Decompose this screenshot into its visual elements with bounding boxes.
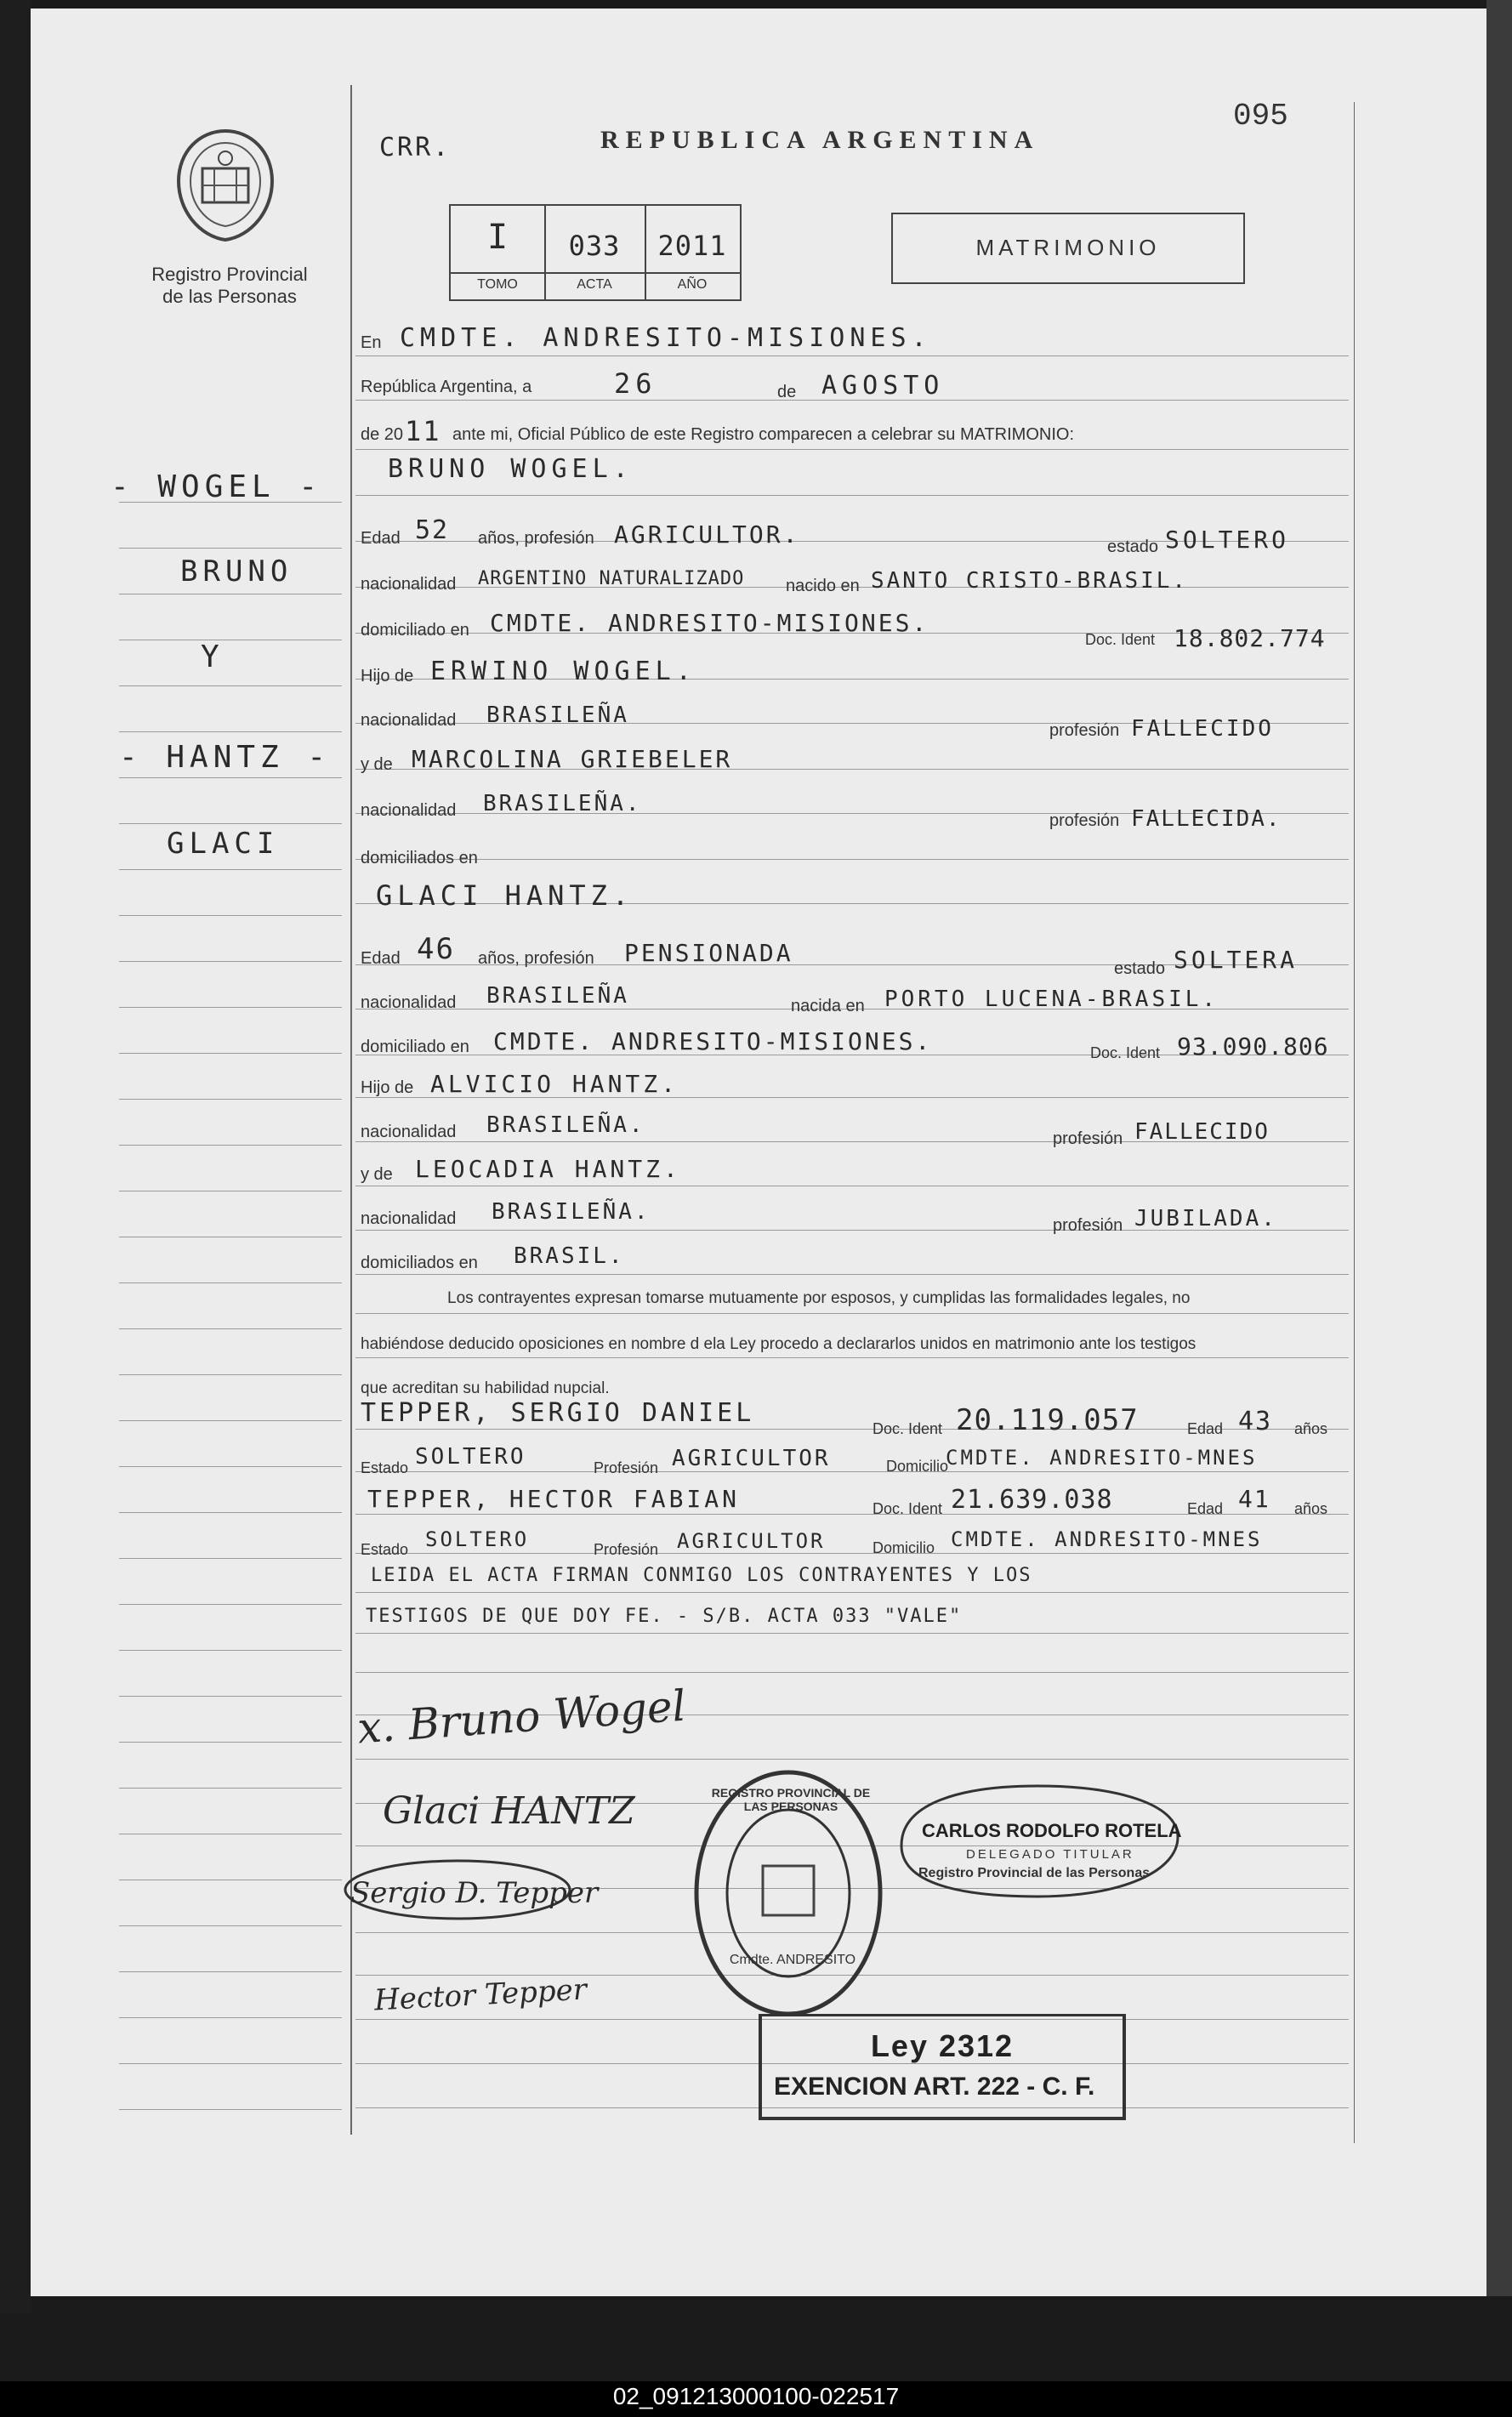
office-code: CRR.	[379, 133, 452, 162]
main-ruled-line	[355, 355, 1349, 356]
place-value: CMDTE. ANDRESITO-MISIONES.	[400, 323, 932, 353]
margin-ruled-line	[119, 1282, 342, 1283]
margin-ruled-line	[119, 502, 342, 503]
label-estado: estado	[1107, 537, 1159, 556]
margin-ruled-line	[119, 2017, 342, 2018]
month-value: AGOSTO	[821, 371, 945, 401]
label-edad: Edad	[1187, 1420, 1224, 1437]
margin-ruled-line	[119, 961, 342, 962]
margin-ruled-line	[119, 1604, 342, 1605]
bride-mother-profession: JUBILADA.	[1134, 1206, 1277, 1231]
groom-profession: AGRICULTOR.	[614, 520, 800, 549]
witness2-signature: Hector Tepper	[373, 1972, 588, 2018]
margin-note-conjunction: Y	[201, 640, 225, 674]
label-profesion: profesión	[1053, 1216, 1123, 1235]
legal-text-line1: Los contrayentes expresan tomarse mutuamente por esposos, y cumplidas las formalidades legales, no	[447, 1289, 1191, 1307]
main-ruled-line	[355, 495, 1349, 496]
label-profesion: Profesión	[594, 1459, 659, 1476]
margin-ruled-line	[119, 1007, 342, 1008]
bride-nationality: BRASILEÑA	[486, 983, 629, 1009]
republic-title: REPUBLICA ARGENTINA	[600, 126, 1040, 154]
margin-note-name-bride: GLACI	[167, 827, 280, 861]
ano-label: AÑO	[677, 277, 708, 292]
witness2-name: TEPPER, HECTOR FABIAN	[367, 1485, 741, 1513]
bride-age: 46	[417, 932, 455, 966]
bride-father-nationality: BRASILEÑA.	[486, 1112, 645, 1138]
label-nacionalidad: nacionalidad	[361, 1209, 457, 1228]
label-nacionalidad: nacionalidad	[361, 711, 457, 730]
groom-domicile: CMDTE. ANDRESITO-MISIONES.	[490, 609, 929, 637]
witness2-marital-status: SOLTERO	[425, 1527, 530, 1551]
label-doc-ident: Doc. Ident	[1090, 1044, 1161, 1061]
witness1-domicile: CMDTE. ANDRESITO-MNES	[946, 1446, 1258, 1470]
closing-line2: TESTIGOS DE QUE DOY FE. - S/B. ACTA 033 "VALE"	[366, 1606, 963, 1627]
exencion-text: EXENCION ART. 222 - C. F.	[774, 2073, 1095, 2101]
label-nacida-en: nacida en	[791, 997, 865, 1015]
label-y-de: y de	[361, 755, 393, 774]
main-ruled-line	[355, 1672, 1349, 1673]
label-domiciliados-en: domiciliados en	[361, 849, 478, 867]
margin-ruled-line	[119, 1696, 342, 1697]
label-profesion: profesión	[1049, 721, 1120, 740]
margin-ruled-line	[119, 1558, 342, 1559]
groom-mother: MARCOLINA GRIEBELER	[412, 745, 733, 773]
witness2-doc-ident: 21.639.038	[951, 1485, 1113, 1515]
bride-profession: PENSIONADA	[624, 939, 793, 967]
witness1-marital-status: SOLTERO	[415, 1444, 526, 1470]
margin-ruled-line	[119, 1328, 342, 1329]
tomo-value: I	[486, 218, 509, 257]
margin-ruled-line	[119, 685, 342, 686]
label-en: En	[361, 333, 382, 352]
label-anos-profesion: años, profesión	[478, 529, 594, 548]
ano-value: 2011	[657, 230, 727, 262]
round-seal-text: REGISTRO PROVINCIAL DE LAS PERSONAS	[711, 1786, 871, 1813]
groom-mother-profession: FALLECIDA.	[1131, 806, 1282, 832]
witness1-signature: Sergio D. Tepper	[350, 1876, 599, 1910]
label-doc-ident: Doc. Ident	[873, 1500, 943, 1517]
bride-birthplace: PORTO LUCENA-BRASIL.	[884, 987, 1219, 1012]
groom-signature: x. Bruno Wogel	[355, 1681, 688, 1754]
label-republica-a: República Argentina, a	[361, 378, 532, 396]
groom-age: 52	[415, 515, 450, 545]
label-nacionalidad: nacionalidad	[361, 993, 457, 1012]
margin-ruled-line	[119, 731, 342, 732]
label-domiciliado-en: domiciliado en	[361, 1038, 469, 1056]
official-registry: Registro Provincial de las Personas	[918, 1866, 1151, 1880]
official-name: CARLOS RODOLFO ROTELA	[922, 1820, 1182, 1841]
left-margin-rule	[350, 85, 352, 2135]
label-edad: Edad	[1187, 1500, 1224, 1517]
label-y-de: y de	[361, 1165, 393, 1184]
year-suffix-value: 11	[405, 415, 441, 447]
groom-father-nationality: BRASILEÑA	[486, 702, 629, 728]
act-type: MATRIMONIO	[975, 235, 1161, 260]
margin-ruled-line	[119, 1099, 342, 1100]
official-title: DELEGADO TITULAR	[966, 1847, 1134, 1862]
tax-exemption-stamp	[759, 2014, 1126, 2120]
witness1-profession: AGRICULTOR	[672, 1446, 831, 1471]
main-ruled-line	[355, 1274, 1349, 1275]
label-anos: años	[1294, 1500, 1328, 1517]
witness2-profession: AGRICULTOR	[677, 1529, 826, 1553]
bride-name: GLACI HANTZ.	[376, 879, 634, 912]
margin-ruled-line	[119, 869, 342, 870]
ley-text: Ley 2312	[870, 2028, 1015, 2063]
legal-text-line2: habiéndose deducido oposiciones en nombre d ela Ley procedo a declararlos unidos en matrimonio ante los testigos	[361, 1335, 1197, 1353]
main-ruled-line	[355, 1592, 1349, 1593]
margin-ruled-line	[119, 1925, 342, 1926]
bride-parents-domicile: BRASIL.	[514, 1243, 625, 1269]
margin-ruled-line	[119, 1788, 342, 1789]
main-ruled-line	[355, 1553, 1349, 1554]
closing-line1: LEIDA EL ACTA FIRMAN CONMIGO LOS CONTRAYENTES Y LOS	[371, 1565, 1032, 1586]
margin-ruled-line	[119, 1053, 342, 1054]
bride-father-profession: FALLECIDO	[1134, 1119, 1270, 1145]
legal-text-line3: que acreditan su habilidad nupcial.	[361, 1379, 610, 1397]
label-de: de	[777, 383, 797, 401]
margin-ruled-line	[119, 548, 342, 549]
label-domiciliado-en: domiciliado en	[361, 621, 469, 640]
label-hijo-de: Hijo de	[361, 667, 414, 685]
label-hijo-de: Hijo de	[361, 1078, 414, 1097]
label-nacido-en: nacido en	[786, 577, 860, 595]
background-left-edge	[0, 0, 31, 2313]
label-profesion: profesión	[1053, 1129, 1123, 1148]
witness2-age: 41	[1238, 1485, 1270, 1513]
registry-name-line2: de las Personas	[162, 286, 297, 307]
margin-ruled-line	[119, 2109, 342, 2110]
groom-father-profession: FALLECIDO	[1131, 716, 1274, 742]
label-estado: estado	[1114, 959, 1166, 978]
bride-marital-status: SOLTERA	[1174, 946, 1299, 974]
book-spine-edge	[1486, 0, 1512, 2296]
margin-note-surname-bride: - HANTZ -	[119, 740, 332, 775]
label-nacionalidad: nacionalidad	[361, 1123, 457, 1141]
day-value: 26	[614, 367, 657, 400]
margin-ruled-line	[119, 1512, 342, 1513]
tomo-label: TOMO	[477, 277, 518, 292]
main-ruled-line	[355, 859, 1349, 860]
label-domiciliados-en: domiciliados en	[361, 1254, 478, 1272]
margin-note-surname-groom: - WOGEL -	[111, 469, 323, 504]
margin-ruled-line	[119, 1742, 342, 1743]
footer-file-code: 02_091213000100-022517	[612, 2383, 900, 2409]
groom-nationality: ARGENTINO NATURALIZADO	[478, 568, 745, 589]
label-anos: años	[1294, 1420, 1328, 1437]
page-number: 095	[1233, 99, 1288, 134]
main-ruled-line	[355, 449, 1349, 450]
label-anos-profesion: años, profesión	[478, 949, 594, 968]
bride-mother: LEOCADIA HANTZ.	[415, 1155, 681, 1183]
groom-mother-nationality: BRASILEÑA.	[483, 791, 642, 816]
margin-ruled-line	[119, 777, 342, 778]
witness1-name: TEPPER, SERGIO DANIEL	[361, 1398, 755, 1428]
right-margin-rule	[1354, 102, 1355, 2143]
margin-ruled-line	[119, 1971, 342, 1972]
registry-seal-logo	[170, 126, 281, 245]
label-de20: de 20	[361, 425, 404, 444]
label-estado: Estado	[361, 1459, 409, 1476]
label-doc-ident: Doc. Ident	[873, 1420, 943, 1437]
bride-doc-ident: 93.090.806	[1177, 1032, 1329, 1061]
label-doc-ident: Doc. Ident	[1085, 631, 1156, 648]
witness2-domicile: CMDTE. ANDRESITO-MNES	[951, 1527, 1263, 1551]
main-ruled-line	[355, 1357, 1349, 1358]
groom-birthplace: SANTO CRISTO-BRASIL.	[871, 568, 1189, 594]
margin-ruled-line	[119, 915, 342, 916]
main-ruled-line	[355, 1471, 1349, 1472]
registry-name-line1: Registro Provincial	[151, 264, 308, 285]
bride-domicile: CMDTE. ANDRESITO-MISIONES.	[493, 1027, 933, 1055]
margin-ruled-line	[119, 823, 342, 824]
main-ruled-line	[355, 1633, 1349, 1634]
label-profesion: Profesión	[594, 1541, 659, 1558]
acta-value: 033	[568, 230, 621, 262]
margin-ruled-line	[119, 1374, 342, 1375]
margin-ruled-line	[119, 1650, 342, 1651]
round-seal-inner-text: Cmdte. ANDRESITO	[729, 1953, 856, 1967]
label-estado: Estado	[361, 1541, 409, 1558]
label-profesion: profesión	[1049, 811, 1120, 830]
act-reference-box	[449, 204, 742, 301]
groom-father: ERWINO WOGEL.	[430, 657, 696, 686]
witness1-doc-ident: 20.119.057	[956, 1403, 1139, 1437]
margin-note-name-groom: BRUNO	[180, 554, 293, 589]
label-nacionalidad: nacionalidad	[361, 575, 457, 594]
label-domicilio: Domicilio	[886, 1458, 949, 1475]
margin-ruled-line	[119, 1145, 342, 1146]
groom-marital-status: SOLTERO	[1165, 526, 1290, 554]
margin-ruled-line	[119, 1466, 342, 1467]
label-nacionalidad: nacionalidad	[361, 801, 457, 820]
bride-father: ALVICIO HANTZ.	[430, 1070, 679, 1098]
groom-name: BRUNO WOGEL.	[388, 454, 634, 484]
bride-mother-nationality: BRASILEÑA.	[492, 1199, 651, 1225]
margin-ruled-line	[119, 1420, 342, 1421]
label-domicilio: Domicilio	[873, 1539, 935, 1556]
acta-label: ACTA	[577, 277, 612, 292]
witness1-age: 43	[1238, 1407, 1273, 1436]
margin-ruled-line	[119, 2063, 342, 2064]
groom-doc-ident: 18.802.774	[1174, 624, 1326, 652]
label-edad: Edad	[361, 949, 401, 968]
bride-signature: Glaci HANTZ	[383, 1789, 635, 1833]
label-ante-mi: ante mi, Oficial Público de este Registro comparecen a celebrar su MATRIMONIO:	[452, 425, 1075, 444]
label-edad: Edad	[361, 529, 401, 548]
main-ruled-line	[355, 1759, 1349, 1760]
main-ruled-line	[355, 1313, 1349, 1314]
act-type-box	[891, 213, 1245, 284]
